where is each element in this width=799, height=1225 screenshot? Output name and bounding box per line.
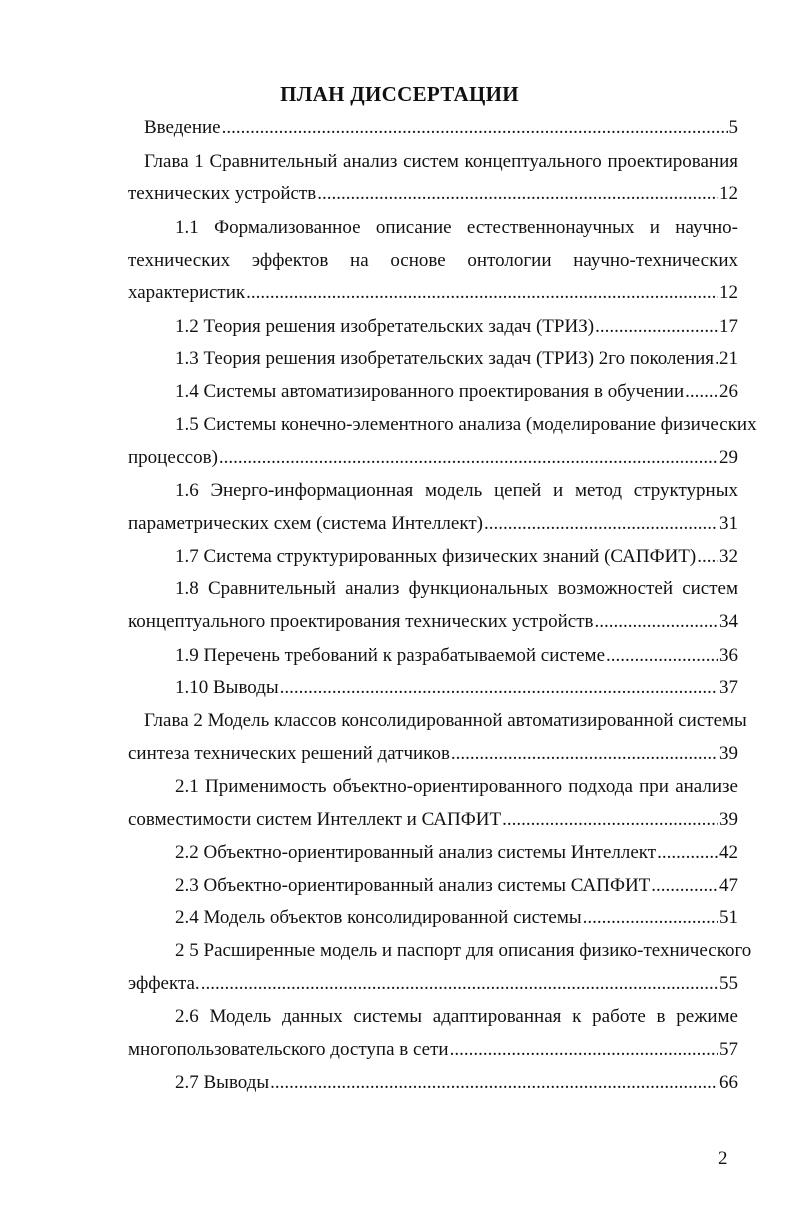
- dot-leader: [484, 512, 718, 536]
- toc-entry-text: технических устройств: [128, 183, 317, 204]
- toc-section-1-6-line1: 1.6 Энерго-информационная модель цепей и метод структурных: [175, 480, 738, 501]
- toc-section-2-4: [175, 906, 738, 930]
- toc-entry-text: процессов): [128, 447, 218, 468]
- page-number: 2: [718, 1148, 728, 1169]
- toc-page-number: 32: [719, 546, 738, 567]
- toc-entry-text: параметрических схем (система Интеллект): [128, 513, 483, 534]
- toc-entry-text: 1.7 Система структурированных физических знаний (САПФИТ): [175, 546, 697, 567]
- toc-entry-text: Введение: [144, 117, 221, 138]
- toc-page-number: 31: [719, 513, 738, 534]
- toc-section-1-3: [175, 347, 738, 371]
- toc-page-number: 5: [728, 117, 738, 138]
- toc-entry-text: характеристик: [128, 282, 246, 303]
- toc-section-1-1: [128, 281, 738, 305]
- toc-section-1-7: [175, 545, 738, 569]
- toc-page-number: 42: [719, 842, 738, 863]
- dot-leader: [222, 116, 728, 140]
- dot-leader: [715, 347, 718, 371]
- dot-leader: [606, 644, 718, 668]
- toc-entry-text: многопользовательского доступа в сети: [128, 1039, 449, 1060]
- dot-leader: [685, 380, 718, 404]
- toc-chapter-2-line1: Глава 2 Модель классов консолидированной автоматизированной системы: [144, 710, 747, 731]
- dot-leader: [651, 874, 718, 898]
- toc-entry-text: 1.10 Выводы: [175, 677, 279, 698]
- dot-leader: [657, 841, 718, 865]
- toc-page-number: 39: [719, 743, 738, 764]
- toc-entry-text: концептуального проектирования технических устройств: [128, 611, 594, 632]
- toc-entry-text: эффекта.: [128, 973, 200, 994]
- toc-section-1-6: [128, 512, 738, 536]
- toc-page-number: 39: [719, 809, 738, 830]
- toc-section-2-5: [128, 972, 738, 996]
- toc-page-number: 29: [719, 447, 738, 468]
- toc-entry-text: 1.2 Теория решения изобретательских задач (ТРИЗ): [175, 316, 595, 337]
- toc-entry-intro: [144, 116, 738, 140]
- toc-page-number: 17: [719, 316, 738, 337]
- toc-page-number: 37: [719, 677, 738, 698]
- toc-entry-text: 2.3 Объектно-ориентированный анализ системы САПФИТ: [175, 875, 651, 896]
- toc-page-number: 26: [719, 381, 738, 402]
- toc-section-2-6-line1: 2.6 Модель данных системы адаптированная к работе в режиме: [175, 1006, 738, 1027]
- toc-entry-text: 2.2 Объектно-ориентированный анализ системы Интеллект: [175, 842, 657, 863]
- toc-page-number: 51: [719, 907, 738, 928]
- toc-section-2-5-line1: 2 5 Расширенные модель и паспорт для описания физико-технического: [175, 940, 752, 961]
- dot-leader: [502, 808, 718, 832]
- toc-section-1-2: [175, 315, 738, 339]
- toc-chapter-1-line1: Глава 1 Сравнительный анализ систем концептуального проектирования: [144, 151, 738, 172]
- toc-page-number: 47: [719, 875, 738, 896]
- toc-page-number: 12: [719, 282, 738, 303]
- toc-page-number: 57: [719, 1039, 738, 1060]
- toc-entry-text: 1.3 Теория решения изобретательских задач (ТРИЗ) 2го поколения: [175, 348, 715, 369]
- toc-page-number: 34: [719, 611, 738, 632]
- toc-section-1-1-line2: технических эффектов на основе онтологии научно-технических: [128, 250, 738, 271]
- toc-section-2-1: [128, 808, 738, 832]
- toc-entry-text: 1.4 Системы автоматизированного проектирования в обучении: [175, 381, 685, 402]
- toc-section-1-10: [175, 676, 738, 700]
- dot-leader: [450, 1038, 718, 1062]
- dot-leader: [451, 742, 718, 766]
- dot-leader: [201, 972, 718, 996]
- toc-section-2-3: [175, 874, 738, 898]
- toc-chapter-2: [128, 742, 738, 766]
- dot-leader: [594, 610, 718, 634]
- dot-leader: [595, 315, 718, 339]
- toc-entry-text: совместимости систем Интеллект и САПФИТ: [128, 809, 502, 830]
- dot-leader: [246, 281, 718, 305]
- toc-page-number: 12: [719, 183, 738, 204]
- toc-section-2-2: [175, 841, 738, 865]
- toc-section-2-7: [175, 1071, 738, 1095]
- toc-section-1-5: [128, 446, 738, 470]
- dot-leader: [219, 446, 718, 470]
- toc-section-2-1-line1: 2.1 Применимость объектно-ориентированного подхода при анализе: [175, 776, 738, 797]
- toc-entry-text: 2.7 Выводы: [175, 1072, 270, 1093]
- dot-leader: [280, 676, 718, 700]
- document-title: ПЛАН ДИССЕРТАЦИИ: [280, 82, 519, 106]
- toc-entry-text: 1.9 Перечень требований к разрабатываемой системе: [175, 645, 606, 666]
- toc-page-number: 66: [719, 1072, 738, 1093]
- toc-section-2-6: [128, 1038, 738, 1062]
- dot-leader: [583, 906, 718, 930]
- dot-leader: [270, 1071, 718, 1095]
- toc-entry-text: 2.4 Модель объектов консолидированной системы: [175, 907, 582, 928]
- toc-section-1-4: [175, 380, 738, 404]
- toc-section-1-9: [175, 644, 738, 668]
- toc-page-number: 21: [719, 348, 738, 369]
- dot-leader: [697, 545, 718, 569]
- toc-chapter-1: [128, 182, 738, 206]
- toc-section-1-1-line1: 1.1 Формализованное описание естественнонаучных и научно-: [175, 217, 738, 238]
- toc-section-1-8-line1: 1.8 Сравнительный анализ функциональных возможностей систем: [175, 578, 738, 599]
- toc-section-1-5-line1: 1.5 Системы конечно-элементного анализа (моделирование физических: [175, 414, 757, 435]
- dot-leader: [317, 182, 718, 206]
- toc-section-1-8: [128, 610, 738, 634]
- toc-page-number: 55: [719, 973, 738, 994]
- toc-entry-text: синтеза технических решений датчиков: [128, 743, 450, 764]
- toc-page-number: 36: [719, 645, 738, 666]
